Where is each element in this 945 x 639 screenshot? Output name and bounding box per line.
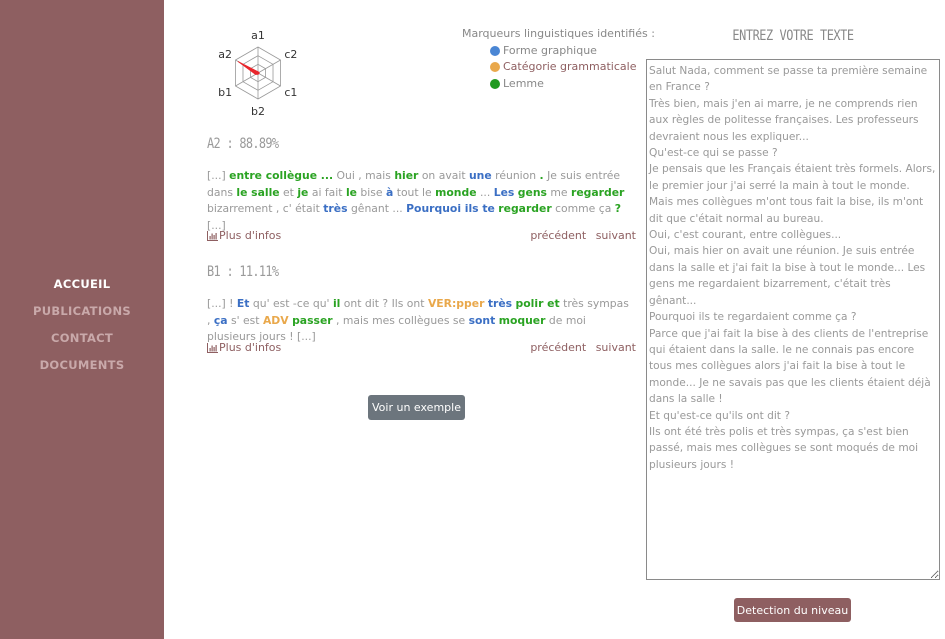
more-info-label: Plus d'infos <box>219 229 282 242</box>
marked-token: le <box>345 185 357 199</box>
marked-token: à <box>385 185 394 199</box>
plain-text: et <box>279 185 298 199</box>
legend-item-lemme <box>490 76 655 93</box>
legend <box>462 26 655 92</box>
previous-link[interactable]: précédent <box>530 229 587 242</box>
plain-text: comme ça <box>551 202 615 215</box>
marked-token: monde <box>435 185 477 199</box>
marked-token: ? <box>614 202 622 215</box>
legend-item-forme <box>490 43 655 60</box>
legend-dot-blue-icon <box>490 46 500 56</box>
nav-item-documents[interactable]: DOCUMENTS <box>39 358 125 372</box>
text-input[interactable] <box>646 59 940 580</box>
plain-text: réunion <box>491 169 540 182</box>
nav-item-contact[interactable]: CONTACT <box>50 331 114 345</box>
radar-axis-label: c1 <box>284 86 298 99</box>
result-links <box>207 229 636 242</box>
radar-axis-label: a2 <box>218 48 232 61</box>
plain-text: [...] ! <box>207 297 237 310</box>
marked-token: gens <box>517 185 547 199</box>
nav-item-accueil[interactable]: ACCUEIL <box>53 277 111 291</box>
pagination <box>524 229 636 242</box>
marked-token: VER:pper <box>427 297 485 310</box>
radar-axis-label: b1 <box>218 86 233 99</box>
marked-token: Pourquoi ils te <box>406 202 495 215</box>
marked-token: passer <box>292 313 333 327</box>
marked-token: il <box>332 297 341 310</box>
marked-token: ça <box>213 313 228 327</box>
legend-dot-green-icon <box>490 79 500 89</box>
sidebar-nav <box>0 276 164 384</box>
marked-token: très <box>323 202 348 215</box>
plain-text: tout le <box>393 185 436 199</box>
marked-token: . <box>539 169 544 182</box>
marked-token: ADV <box>262 313 289 327</box>
nav-item-publications[interactable]: PUBLICATIONS <box>33 304 131 318</box>
result-excerpt <box>207 296 635 346</box>
plain-text: s' est <box>227 313 263 327</box>
plain-text: Je suis entrée dans <box>207 169 621 199</box>
result-title: A2 : 88.89% <box>207 136 279 152</box>
more-info-link[interactable] <box>207 341 281 354</box>
legend-label: Forme graphique <box>503 43 597 57</box>
marked-token: Et <box>236 297 250 310</box>
marked-token: regarder <box>498 202 552 215</box>
radar-chart <box>207 26 311 130</box>
bar-chart-icon <box>207 343 218 353</box>
plain-text: me <box>546 185 571 199</box>
plain-text: ai fait <box>308 185 346 199</box>
legend-dot-orange-icon <box>490 62 500 72</box>
marked-token: très <box>487 297 513 310</box>
bar-chart-icon <box>207 231 218 241</box>
input-title: ENTREZ VOTRE TEXTE <box>732 28 854 44</box>
radar-chart-svg <box>207 26 311 130</box>
plain-text: bise <box>356 185 386 199</box>
marked-token: polir et <box>515 297 560 310</box>
plain-text: de moi plusieurs jours ! [...] <box>207 313 586 343</box>
plain-text: bizarrement , c' était <box>207 202 324 215</box>
more-info-label: Plus d'infos <box>219 341 282 354</box>
marked-token: moquer <box>498 313 546 327</box>
result-links <box>207 341 636 354</box>
legend-label: Lemme <box>503 76 544 90</box>
marked-token: regarder <box>571 185 625 199</box>
plain-text: ... <box>476 185 494 199</box>
radar-axis-label: b2 <box>251 105 265 118</box>
plain-text: Oui , mais <box>333 169 395 182</box>
next-link[interactable]: suivant <box>595 229 636 242</box>
marked-token: une <box>469 169 492 182</box>
marked-token: entre collègue ... <box>229 169 334 182</box>
marked-token: je <box>297 185 309 199</box>
marked-token: Les <box>493 185 515 199</box>
legend-label: Catégorie grammaticale <box>503 60 637 73</box>
marked-token: le salle <box>236 185 280 199</box>
result-excerpt <box>207 168 635 234</box>
more-info-link[interactable] <box>207 229 281 242</box>
previous-link[interactable]: précédent <box>530 341 587 354</box>
plain-text: qu' est -ce qu' <box>249 297 333 310</box>
plain-text: très sympas , <box>207 297 629 327</box>
pagination <box>524 341 636 354</box>
plain-text: on avait <box>418 169 469 182</box>
next-link[interactable]: suivant <box>595 341 636 354</box>
plain-text: [...] <box>207 218 226 232</box>
sidebar <box>0 0 164 639</box>
detect-level-button[interactable]: Detection du niveau <box>734 598 851 622</box>
legend-item-categorie <box>490 59 655 76</box>
result-title: B1 : 11.11% <box>207 264 279 280</box>
plain-text: [...] <box>207 169 230 182</box>
plain-text: ont dit ? Ils ont <box>340 297 428 310</box>
radar-axis-label: a1 <box>251 29 265 42</box>
marked-token: hier <box>394 169 419 182</box>
marked-token: sont <box>468 313 496 327</box>
see-example-button[interactable]: Voir un exemple <box>368 395 465 420</box>
legend-title: Marqueurs linguistiques identifiés : <box>462 27 655 40</box>
plain-text: gênant ... <box>347 202 407 215</box>
radar-axis-label: c2 <box>284 48 298 61</box>
plain-text: , mais mes collègues se <box>332 313 469 327</box>
